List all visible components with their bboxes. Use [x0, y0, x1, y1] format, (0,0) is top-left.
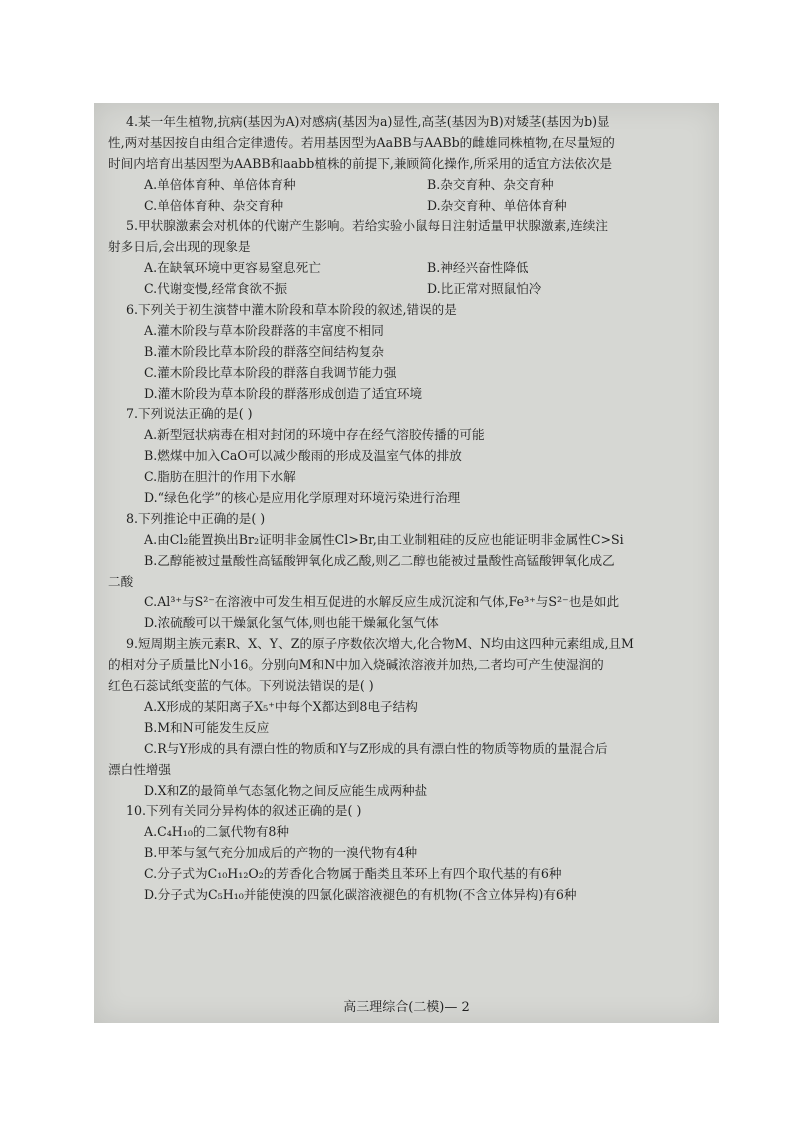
- option-c: C.代谢变慢,经常食欲不振: [144, 281, 288, 297]
- option-row: [108, 196, 708, 217]
- question-text-line: 6.下列关于初生演替中灌木阶段和草本阶段的叙述,错误的是: [126, 302, 457, 318]
- option-b: B.灌木阶段比草本阶段的群落空间结构复杂: [144, 343, 384, 359]
- option-d: D.灌木阶段为草本阶段的群落形成创造了适宜环境: [144, 385, 423, 401]
- option-b: B.燃煤中加入CaO可以减少酸雨的形成及温室气体的排放: [144, 448, 462, 464]
- question-text-line: 5.甲状腺激素会对机体的代谢产生影响。若给实验小鼠每日注射适量甲状腺激素,连续注: [126, 218, 608, 234]
- option-c: C.R与Y形成的具有漂白性的物质和Y与Z形成的具有漂白性的物质等物质的量混合后: [144, 740, 608, 756]
- exam-page: [94, 103, 719, 1023]
- option-a: A.单倍体育种、单倍体育种: [144, 176, 296, 192]
- option-c: C.单倍体育种、杂交育种: [144, 197, 284, 213]
- page-footer: 高三理综合(二模)— 2: [343, 1000, 470, 1015]
- option-c: C.Al³⁺与S²⁻在溶液中可发生相互促进的水解反应生成沉淀和气体,Fe³⁺与S²⁻也是如此: [144, 594, 620, 610]
- option-c: C.脂肪在胆汁的作用下水解: [144, 469, 296, 485]
- option-d: D.比正常对照鼠怕冷: [427, 281, 542, 297]
- option-b: B.甲苯与氢气充分加成后的产物的一溴代物有4种: [144, 845, 418, 861]
- question-7: [108, 404, 708, 508]
- option-d: D.浓硫酸可以干燥氯化氢气体,则也能干燥氟化氢气体: [144, 615, 439, 631]
- question-4: [108, 112, 708, 216]
- option-a: A.X形成的某阳离子X₅⁺中每个X都达到8电子结构: [144, 698, 418, 714]
- question-text-line: 性,两对基因按自由组合定律遗传。若用基因型为AaBB与AABb的雌雄同株植物,在尽量短的: [108, 134, 615, 150]
- option-row: [108, 258, 708, 279]
- question-text-line: 的相对分子质量比N小16。分别向M和N中加入烧碱浓溶液并加热,二者均可产生使湿润的: [108, 657, 604, 673]
- option-a: A.灌木阶段与草本阶段群落的丰富度不相同: [144, 322, 384, 338]
- question-6: [108, 300, 708, 404]
- question-text-line: 4.某一年生植物,抗病(基因为A)对感病(基因为a)显性,高茎(基因为B)对矮茎(基因为b)显: [126, 114, 610, 129]
- option-b: B.杂交育种、杂交育种: [427, 176, 554, 192]
- question-5: [108, 216, 708, 300]
- option-c: C.灌木阶段比草本阶段的群落自我调节能力强: [144, 364, 397, 380]
- question-text-line: 红色石蕊试纸变蓝的气体。下列说法错误的是( ): [108, 678, 374, 694]
- question-8: [108, 509, 708, 634]
- option-a: A.C₄H₁₀的二氯代物有8种: [144, 824, 290, 840]
- question-text-line: 射多日后,会出现的现象是: [108, 239, 251, 255]
- option-b: B.神经兴奋性降低: [427, 260, 529, 276]
- option-row: [108, 175, 708, 196]
- question-text-line: 7.下列说法正确的是( ): [126, 406, 253, 422]
- option-c-continued: 漂白性增强: [108, 761, 171, 777]
- option-row: [108, 279, 708, 300]
- option-d: D.分子式为C₅H₁₀并能使溴的四氯化碳溶液褪色的有机物(不含立体异构)有6种: [144, 886, 577, 902]
- question-text-line: 时间内培育出基因型为AABB和aabb植株的前提下,兼顾简化操作,所采用的适宜方法依次是: [108, 155, 613, 171]
- question-text-line: 8.下列推论中正确的是( ): [126, 510, 266, 526]
- option-d: D.X和Z的最简单气态氢化物之间反应能生成两种盐: [144, 782, 428, 798]
- option-b: B.M和N可能发生反应: [144, 719, 270, 735]
- question-text-line: 9.短周期主族元素R、X、Y、Z的原子序数依次增大,化合物M、N均由这四种元素组成,且M: [126, 636, 634, 652]
- option-a: A.新型冠状病毒在相对封闭的环境中存在经气溶胶传播的可能: [144, 427, 485, 443]
- option-d: D.“绿色化学”的核心是应用化学原理对环境污染进行治理: [144, 490, 461, 506]
- option-b: B.乙醇能被过量酸性高锰酸钾氧化成乙酸,则乙二醇也能被过量酸性高锰酸钾氧化成乙: [144, 552, 615, 568]
- question-10: [108, 801, 708, 905]
- option-d: D.杂交育种、单倍体育种: [427, 197, 567, 213]
- option-b-continued: 二酸: [108, 573, 134, 589]
- question-text-line: 10.下列有关同分异构体的叙述正确的是( ): [126, 803, 362, 819]
- option-a: A.在缺氧环境中更容易窒息死亡: [144, 260, 321, 276]
- option-c: C.分子式为C₁₀H₁₂O₂的芳香化合物属于酯类且苯环上有四个取代基的有6种: [144, 866, 562, 882]
- question-9: [108, 634, 708, 801]
- option-a: A.由Cl₂能置换出Br₂证明非金属性Cl>Br,由工业制粗硅的反应也能证明非金属性C>Si: [144, 531, 624, 547]
- exam-content: [108, 112, 708, 906]
